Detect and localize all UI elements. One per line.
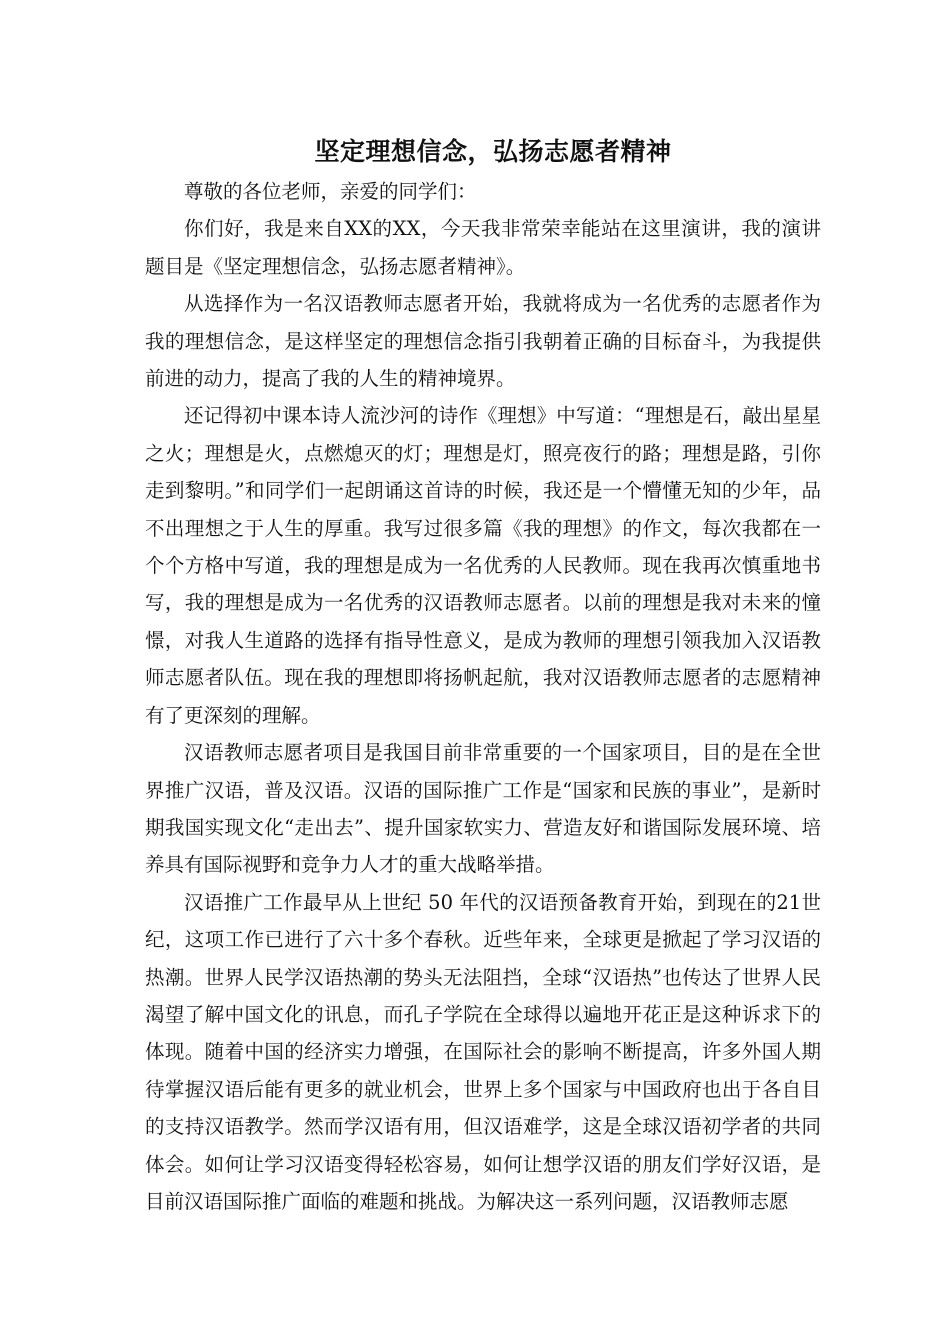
paragraph-chinese-promotion: 汉语推广工作最早从上世纪 50 年代的汉语预备教育开始，到现在的21世纪，这项工作已进行了六十多个春秋。近些年来，全球更是掀起了学习汉语的热潮。世界人民学汉语热潮的势头无法阻挡，全球“汉语热”也传达了世界人民渴望了解中国文化的讯息，而孔子学院在全球得以遍地开花正是这种诉求下的体现。随着中国的经济实力增强，在国际社会的影响不断提高，许多外国人期待掌握汉语后能有更多的就业机会，世界上多个国家与中国政府也出于各自目的支持汉语教学。然而学汉语有用，但汉语难学，这是全球汉语初学者的共同体会。如何让学习汉语变得轻松容易，如何让想学汉语的朋友们学好汉语，是目前汉语国际推广面临的难题和挑战。为解决这一系列问题，汉语教师志愿 [145,890,821,1213]
paragraph-ideal-belief: 从选择作为一名汉语教师志愿者开始，我就将成为一名优秀的志愿者作为我的理想信念，是这样坚定的理想信念指引我朝着正确的目标奋斗，为我提供前进的动力，提高了我的人生的精神境界。 [145,292,821,391]
paragraph-greeting: 你们好，我是来自XX的XX，今天我非常荣幸能站在这里演讲，我的演讲题目是《坚定理想信念，弘扬志愿者精神》。 [145,217,821,278]
document-title: 坚定理想信念，弘扬志愿者精神 [314,137,672,166]
document-body [145,173,821,1220]
salutation: 尊敬的各位老师，亲爱的同学们： [184,180,477,203]
paragraph-poem-ideal: 还记得初中课本诗人流沙河的诗作《理想》中写道：“理想是石，敲出星星之火；理想是火，点燃熄灭的灯；理想是灯，照亮夜行的路；理想是路，引你走到黎明。”和同学们一起朗诵这首诗的时候，我还是一个懵懂无知的少年，品不出理想之于人生的厚重。我写过很多篇《我的理想》的作文，每次我都在一个个方格中写道，我的理想是成为一名优秀的人民教师。现在我再次慎重地书写，我的理想是成为一名优秀的汉语教师志愿者。以前的理想是我对未来的憧憬，对我人生道路的选择有指导性意义，是成为教师的理想引领我加入汉语教师志愿者队伍。现在我的理想即将扬帆起航，我对汉语教师志愿者的志愿精神有了更深刻的理解。 [145,404,821,727]
paragraph-volunteer-project: 汉语教师志愿者项目是我国目前非常重要的一个国家项目，目的是在全世界推广汉语，普及汉语。汉语的国际推广工作是“国家和民族的事业”，是新时期我国实现文化“走出去”、提升国家软实力、营造友好和谐国际发展环境、培养具有国际视野和竞争力人才的重大战略举措。 [145,741,821,877]
